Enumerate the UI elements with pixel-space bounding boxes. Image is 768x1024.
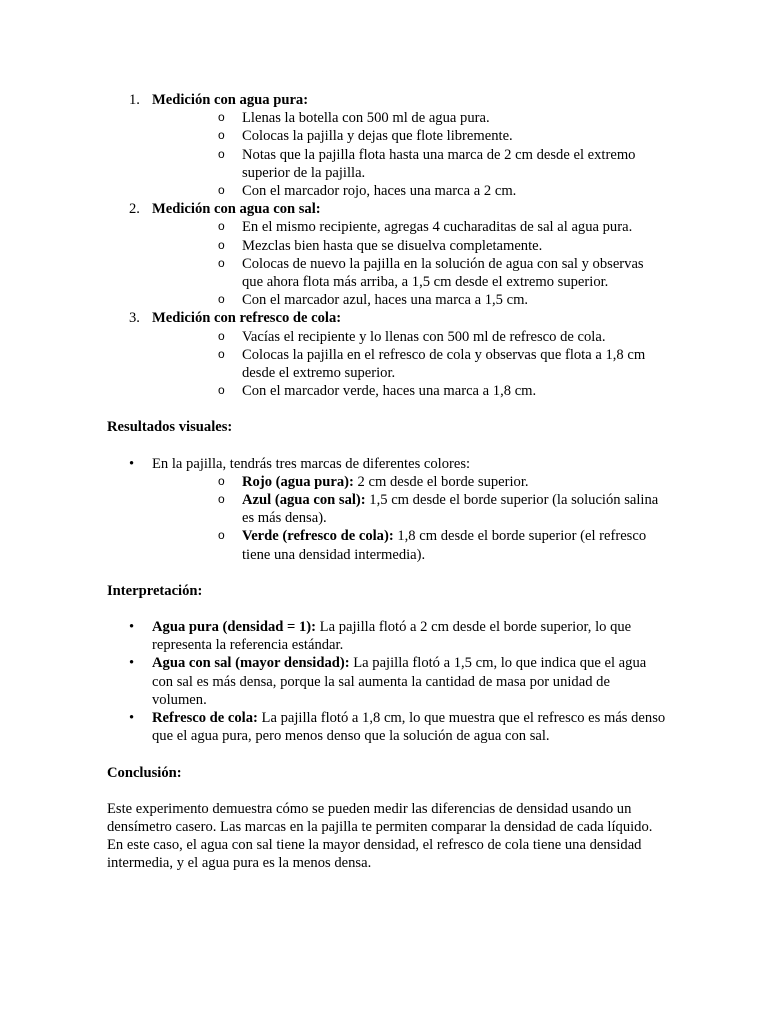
step-item (107, 309, 667, 400)
conclusion-paragraph: Este experimento demuestra cómo se pueden medir las diferencias de densidad usando un densímetro casero. Las marcas en la pajilla te permiten comparar la densidad de cada líquido. En este caso, el agua con sal tiene la mayor densidad, el refresco de cola tiene una densidad intermedia, y el agua pura es la menos densa. (107, 800, 653, 872)
list-item: o Colocas la pajilla y dejas que flote libremente. (197, 127, 667, 145)
list-item (197, 491, 667, 527)
step-item (107, 200, 667, 309)
spacer (107, 782, 667, 800)
mark-label: Azul (agua con sal): (242, 492, 366, 509)
list-item (107, 455, 667, 564)
step-title: Medición con agua pura: (152, 92, 309, 108)
mark-text: 1,5 cm desde el borde superior (la solución salina es más densa). (242, 492, 659, 527)
item-label: Agua con sal (mayor densidad): (152, 655, 350, 672)
resultados-list (107, 455, 667, 564)
step-number: 2. (129, 201, 140, 218)
item-text: La pajilla flotó a 1,5 cm, lo que indica que el agua con sal es más densa, porque la sal aumenta la cantidad de masa por unidad de volumen. (152, 655, 647, 708)
step-sublist (152, 109, 667, 200)
resultados-intro: En la pajilla, tendrás tres marcas de diferentes colores: (152, 455, 471, 472)
section-heading-conclusion: Conclusión: (107, 764, 182, 781)
mark-label: Rojo (agua pura): (242, 473, 354, 490)
list-item: o Llenas la botella con 500 ml de agua pura. (197, 109, 667, 127)
step-number: 1. (129, 92, 140, 108)
section-heading-interpretacion: Interpretación: (107, 582, 203, 599)
document-content (107, 91, 667, 873)
step-sublist (152, 328, 667, 401)
list-item: o Mezclas bien hasta que se disuelva completamente. (197, 237, 667, 255)
interpretacion-list (107, 618, 667, 745)
spacer (107, 564, 667, 582)
item-label: Refresco de cola: (152, 710, 258, 727)
list-item (107, 618, 667, 654)
step-sublist (152, 218, 667, 309)
spacer (107, 746, 667, 764)
list-item (197, 473, 667, 491)
item-text: La pajilla flotó a 1,8 cm, lo que muestra que el refresco es más denso que el agua pura, pero menos denso que la solución de agua con sal. (152, 710, 666, 745)
spacer (107, 437, 667, 455)
list-item: o En el mismo recipiente, agregas 4 cucharaditas de sal al agua pura. (197, 218, 667, 236)
steps-list (107, 91, 667, 400)
list-item: o Con el marcador verde, haces una marca a 1,8 cm. (197, 382, 667, 400)
step-item (107, 91, 667, 200)
list-item: o Con el marcador rojo, haces una marca a 2 cm. (197, 182, 667, 200)
step-title: Medición con agua con sal: (152, 201, 321, 218)
list-item: o Vacías el recipiente y lo llenas con 500 ml de refresco de cola. (197, 328, 667, 346)
mark-text: 2 cm desde el borde superior. (353, 473, 529, 490)
step-number: 3. (129, 310, 140, 327)
list-item: o Colocas la pajilla en el refresco de cola y observas que flota a 1,8 cm desde el extremo superior. (197, 346, 667, 382)
list-item: o Notas que la pajilla flota hasta una marca de 2 cm desde el extremo superior de la pajilla. (197, 146, 667, 182)
spacer (107, 400, 667, 418)
marks-sublist (152, 473, 667, 564)
list-item: o Con el marcador azul, haces una marca a 1,5 cm. (197, 291, 667, 309)
step-title: Medición con refresco de cola: (152, 310, 342, 327)
spacer (107, 600, 667, 618)
list-item (107, 709, 667, 745)
list-item (197, 527, 667, 563)
section-heading-resultados: Resultados visuales: (107, 419, 233, 436)
mark-label: Verde (refresco de cola): (242, 528, 394, 545)
list-item (107, 654, 667, 709)
item-text: La pajilla flotó a 2 cm desde el borde superior, lo que representa la referencia estándar. (152, 619, 632, 654)
mark-text: 1,8 cm desde el borde superior (el refresco tiene una densidad intermedia). (242, 528, 647, 563)
list-item: o Colocas de nuevo la pajilla en la solución de agua con sal y observas que ahora flota más arriba, a 1,5 cm desde el extremo superior. (197, 255, 667, 291)
item-label: Agua pura (densidad = 1): (152, 619, 317, 636)
